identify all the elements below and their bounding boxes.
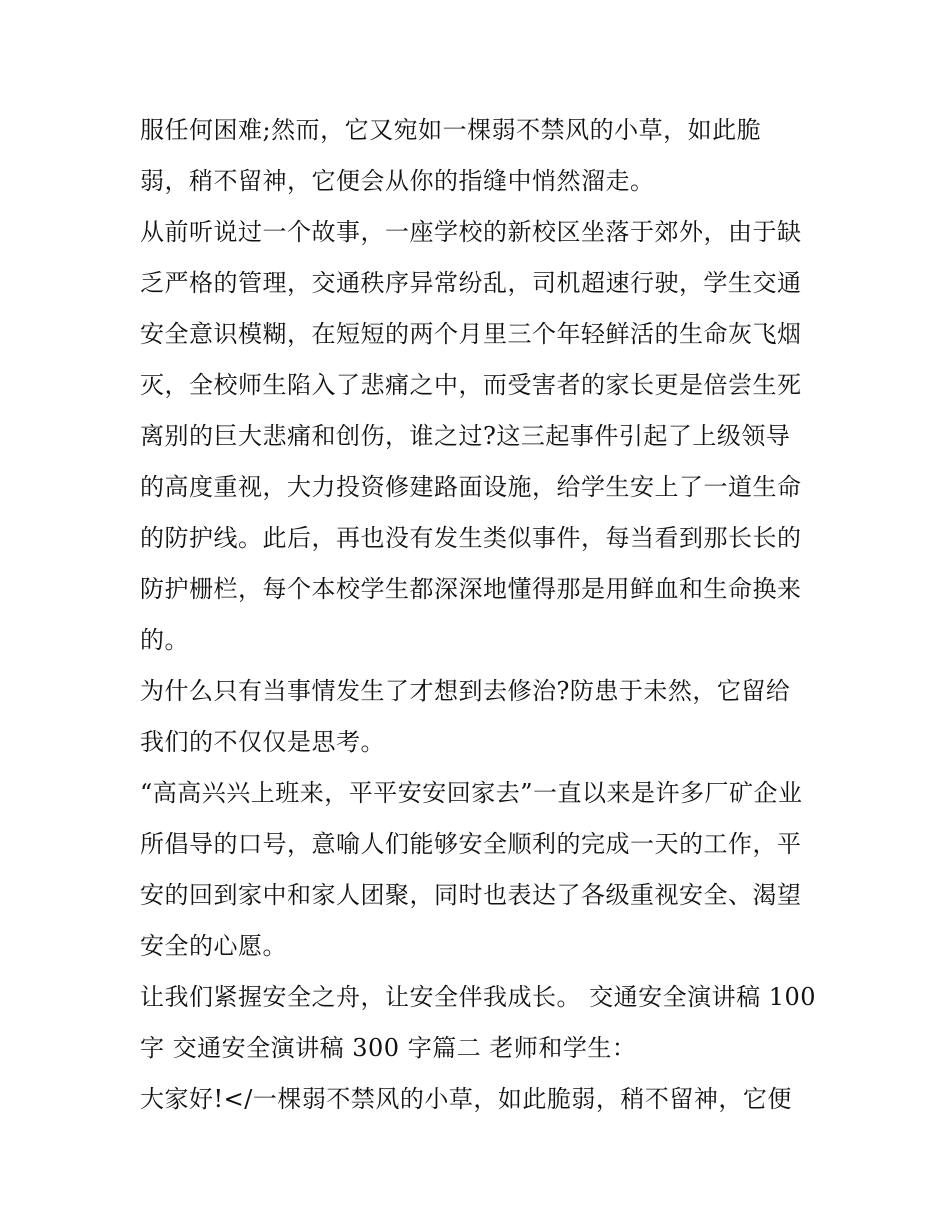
text-line: 服任何困难;然而，它又宛如一棵弱不禁风的小草，如此脆	[140, 116, 762, 144]
text-line: 从前听说过一个故事，一座学校的新校区坐落于郊外，由于缺	[140, 218, 802, 246]
text-line: 为什么只有当事情发生了才想到去修治?防患于未然，它留给	[140, 677, 791, 705]
text-line: 所倡导的口号，意喻人们能够安全顺利的完成一天的工作，平	[140, 830, 802, 858]
text-line: 的。	[140, 626, 189, 654]
text-line: 安的回到家中和家人团聚，同时也表达了各级重视安全、渴望	[140, 881, 802, 909]
text-line: 我们的不仅仅是思考。	[140, 728, 385, 756]
text-line: 安全的心愿。	[140, 932, 287, 960]
text-line: 大家好!</一棵弱不禁风的小草，如此脆弱，稍不留神，它便	[140, 1085, 792, 1113]
text-line: 让我们紧握安全之舟，让安全伴我成长。 交通安全演讲稿 100	[140, 983, 817, 1011]
text-line: 的防护线。此后，再也没有发生类似事件，每当看到那长长的	[140, 524, 802, 552]
text-line: 弱，稍不留神，它便会从你的指缝中悄然溜走。	[140, 167, 655, 195]
text-line: 安全意识模糊，在短短的两个月里三个年轻鲜活的生命灰飞烟	[140, 320, 802, 348]
document-body	[140, 105, 820, 1125]
text-line: 离别的巨大悲痛和创伤，谁之过?这三起事件引起了上级领导	[140, 422, 791, 450]
text-line: “高高兴兴上班来，平平安安回家去”一直以来是许多厂矿企业	[140, 779, 803, 807]
text-line: 灭，全校师生陷入了悲痛之中，而受害者的家长更是倍尝生死	[140, 371, 802, 399]
text-line: 乏严格的管理，交通秩序异常纷乱，司机超速行驶，学生交通	[140, 269, 802, 297]
text-line: 的高度重视，大力投资修建路面设施，给学生安上了一道生命	[140, 473, 802, 501]
text-line: 字 交通安全演讲稿 300 字篇二 老师和学生：	[140, 1034, 637, 1062]
text-line: 防护栅栏，每个本校学生都深深地懂得那是用鲜血和生命换来	[140, 575, 802, 603]
